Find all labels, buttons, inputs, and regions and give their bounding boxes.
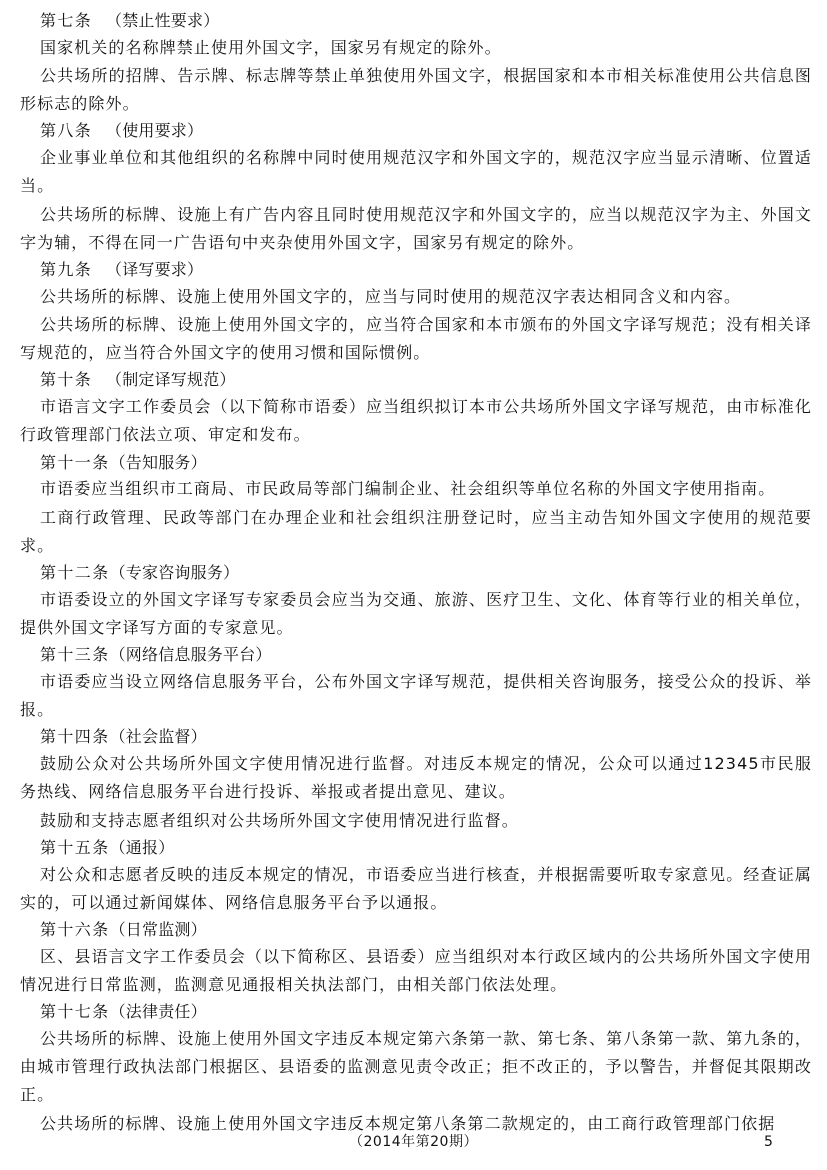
article: [20, 835, 812, 917]
article: [20, 118, 812, 257]
regulation-body: [20, 8, 812, 1138]
article: [20, 724, 812, 834]
article-number: 第九条: [40, 260, 93, 280]
page-footer: [0, 1130, 827, 1154]
article-title: （日常监测）: [109, 920, 207, 940]
article-paragraph: 对公众和志愿者反映的违反本规定的情况，市语委应当进行核查，并根据需要听取专家意见。经查证属实的，可以通过新闻媒体、网络信息服务平台予以通报。: [20, 864, 812, 912]
article-heading: [20, 257, 812, 283]
article: [20, 450, 812, 560]
article-title: （制定译写规范）: [106, 370, 236, 390]
article-paragraph: 鼓励公众对公共场所外国文字使用情况进行监督。对违反本规定的情况，公众可以通过12345市民服务热线、网络信息服务平台进行投诉、举报或者提出意见、建议。: [20, 754, 812, 802]
article-title: （告知服务）: [109, 452, 207, 472]
article-paragraph: 市语委设立的外国文字译写专家委员会应当为交通、旅游、医疗卫生、文化、体育等行业的相关单位，提供外国文字译写方面的专家意见。: [20, 589, 812, 638]
article: [20, 367, 812, 449]
article-number: 第十一条: [40, 452, 110, 472]
article-number: 第十五条: [40, 837, 110, 857]
article-paragraph: 工商行政管理、民政等部门在办理企业和社会组织注册登记时，应当主动告知外国文字使用的规范要求。: [20, 507, 812, 555]
article-heading: [20, 999, 812, 1025]
article-number: 第十四条: [40, 727, 110, 747]
article-heading: [20, 367, 812, 393]
article-title: （译写要求）: [106, 260, 204, 280]
article: [20, 560, 812, 642]
article-title: （专家咨询服务）: [109, 563, 240, 583]
article-paragraph: 公共场所的标牌、设施上使用外国文字违反本规定第六条第一款、第七条、第八条第一款、第九条的，由城市管理行政执法部门根据区、县语委的监测意见责令改正；拒不改正的，予以警告，并督促其限期改正。: [20, 1029, 812, 1105]
article-paragraph: 国家机关的名称牌禁止使用外国文字，国家另有规定的除外。: [40, 37, 502, 57]
article-title: （法律责任）: [109, 1002, 207, 1022]
article-number: 第十二条: [40, 563, 110, 583]
article: [20, 257, 812, 367]
article-paragraph: 公共场所的招牌、告示牌、标志牌等禁止单独使用外国文字，根据国家和本市相关标准使用公共信息图形标志的除外。: [20, 66, 812, 114]
article-number: 第十六条: [40, 920, 110, 940]
article-paragraph: 公共场所的标牌、设施上使用外国文字的，应当与同时使用的规范汉字表达相同含义和内容。: [40, 286, 742, 306]
article: [20, 642, 812, 724]
article-heading: [20, 724, 812, 750]
article-heading: [20, 118, 812, 144]
article-title: （网络信息服务平台）: [109, 645, 272, 665]
article: [20, 8, 812, 118]
article-number: 第八条: [40, 121, 93, 141]
article-paragraph: 公共场所的标牌、设施上使用外国文字的，应当符合国家和本市颁布的外国文字译写规范；没有相关译写规范的，应当符合外国文字的使用习惯和国际惯例。: [20, 315, 812, 363]
article-number: 第七条: [40, 11, 93, 30]
article-paragraph: 市语言文字工作委员会（以下简称市语委）应当组织拟订本市公共场所外国文字译写规范，由市标准化行政管理部门依法立项、审定和发布。: [20, 397, 812, 445]
article-heading: [20, 835, 812, 861]
article-paragraph: 区、县语言文字工作委员会（以下简称区、县语委）应当组织对本行政区域内的公共场所外国文字使用情况进行日常监测，监测意见通报相关执法部门，由相关部门依法处理。: [20, 946, 812, 995]
article-paragraph: 公共场所的标牌、设施上使用外国文字违反本规定第八条第二款规定的，由工商行政管理部门依据: [40, 1113, 776, 1133]
article-paragraph: 市语委应当设立网络信息服务平台，公布外国文字译写规范，提供相关咨询服务，接受公众的投诉、举报。: [20, 672, 812, 720]
article-heading: [20, 917, 812, 943]
article-title: （通报）: [109, 837, 175, 857]
article-paragraph: 市语委应当组织市工商局、市民政局等部门编制企业、社会组织等单位名称的外国文字使用指南。: [40, 479, 776, 499]
article-number: 第十七条: [40, 1002, 110, 1022]
article: [20, 999, 812, 1138]
article-heading: [20, 450, 812, 476]
article-title: （社会监督）: [109, 727, 207, 747]
article-heading: [20, 560, 812, 586]
page-number: 5: [764, 1134, 773, 1150]
article-title: （使用要求）: [106, 121, 204, 141]
article: [20, 917, 812, 999]
article-number: 第十三条: [40, 645, 110, 665]
article-heading: [20, 8, 812, 34]
article-paragraph: 鼓励和支持志愿者组织对公共场所外国文字使用情况进行监督。: [40, 810, 519, 830]
article-heading: [20, 642, 812, 668]
issue-label: （2014年第20期）: [349, 1134, 478, 1150]
article-title: （禁止性要求）: [106, 11, 220, 30]
article-paragraph: 公共场所的标牌、设施上有广告内容且同时使用规范汉字和外国文字的，应当以规范汉字为主、外国文字为辅，不得在同一广告语句中夹杂使用外国文字，国家另有规定的除外。: [20, 204, 812, 252]
article-number: 第十条: [40, 370, 93, 390]
article-paragraph: 企业事业单位和其他组织的名称牌中同时使用规范汉字和外国文字的，规范汉字应当显示清晰、位置适当。: [20, 148, 812, 196]
